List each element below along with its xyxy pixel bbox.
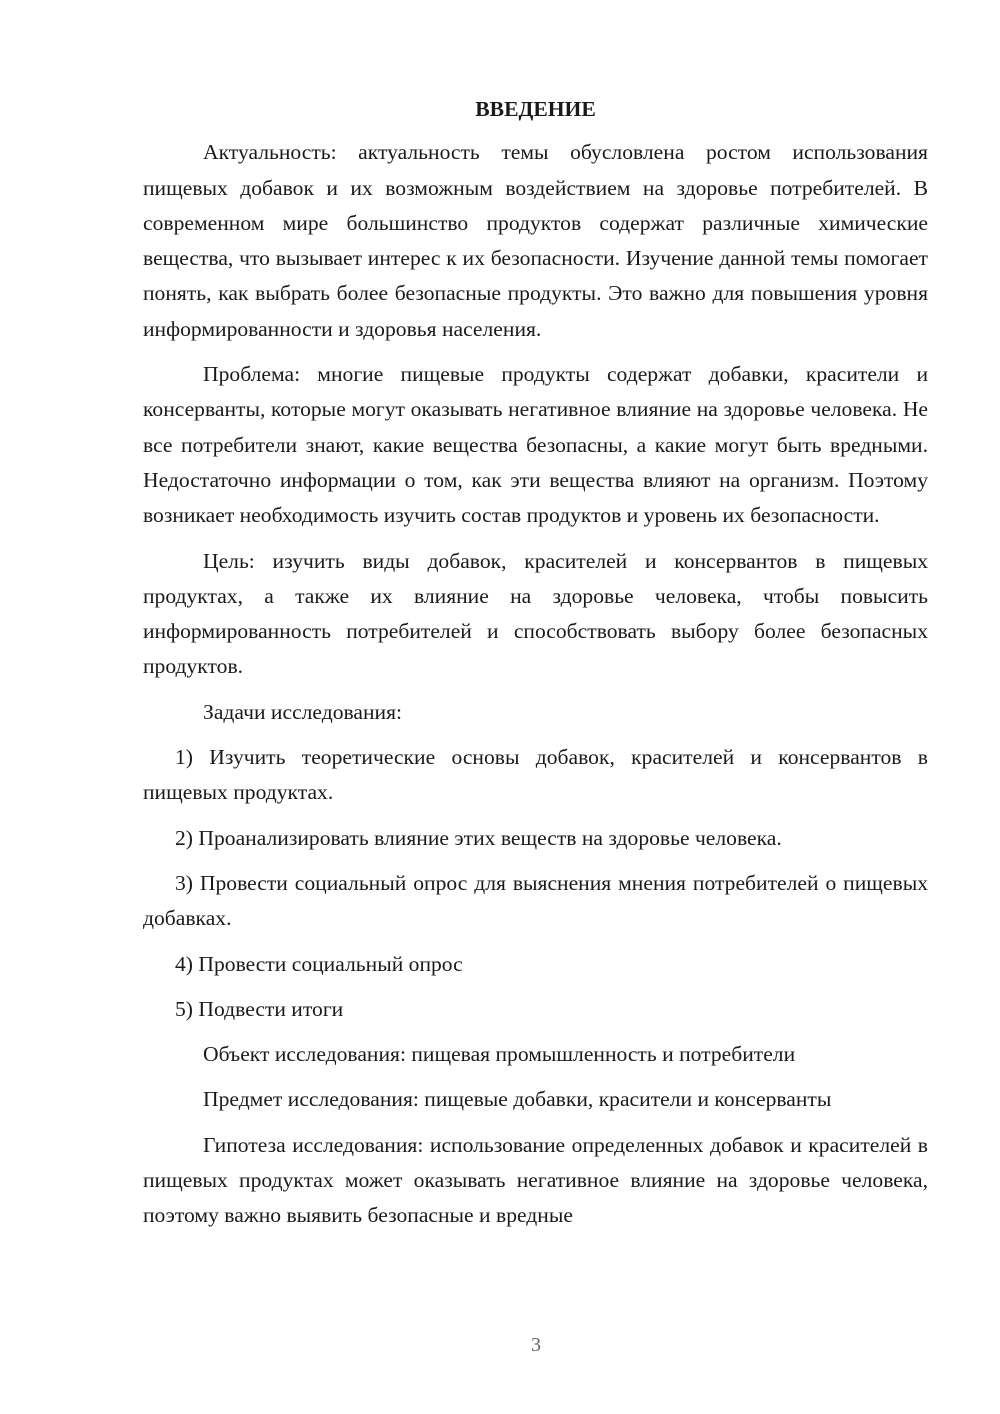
task-item-3: 3) Провести социальный опрос для выяснения мнения потребителей о пищевых добавках.: [143, 870, 928, 931]
paragraph-relevance: Актуальность: актуальность темы обусловлена ростом использования пищевых добавок и их возможным воздействием на здоровье потребителей. В современном мире большинство продуктов содержат различные химические вещества, что вызывает интерес к их безопасности. Изучение данной темы помогает понять, как выбрать более безопасные продукты. Это важно для повышения уровня информированности и здоровья населения.: [143, 140, 928, 341]
paragraph-object: Объект исследования: пищевая промышленность и потребители: [203, 1042, 796, 1067]
task-item-2: 2) Проанализировать влияние этих веществ на здоровье человека.: [175, 825, 782, 850]
paragraph-goal: Цель: изучить виды добавок, красителей и консервантов в пищевых продуктах, а также их влияние на здоровье человека, чтобы повысить информированность потребителей и способствовать выбору более безопасных продуктов.: [143, 548, 928, 679]
page-title: ВВЕДЕНИЕ: [475, 97, 596, 121]
task-item-5: 5) Подвести итоги: [175, 996, 344, 1021]
document-body: [143, 92, 928, 1244]
task-item-4: 4) Провести социальный опрос: [175, 951, 463, 976]
tasks-heading: Задачи исследования:: [203, 699, 403, 724]
page-number: 3: [531, 1334, 541, 1356]
paragraph-subject: Предмет исследования: пищевые добавки, красители и консерванты: [203, 1087, 832, 1112]
paragraph-hypothesis: Гипотеза исследования: использование определенных добавок и красителей в пищевых продуктах может оказывать негативное влияние на здоровье человека, поэтому важно выявить безопасные и вредные: [143, 1132, 928, 1228]
task-item-1: 1) Изучить теоретические основы добавок, красителей и консервантов в пищевых продуктах.: [143, 745, 928, 805]
paragraph-problem: Проблема: многие пищевые продукты содержат добавки, красители и консерванты, которые могут оказывать негативное влияние на здоровье человека. Не все потребители знают, какие вещества безопасны, а какие могут быть вредными. Недостаточно информации о том, как эти вещества влияют на организм. Поэтому возникает необходимость изучить состав продуктов и уровень их безопасности.: [143, 362, 928, 528]
